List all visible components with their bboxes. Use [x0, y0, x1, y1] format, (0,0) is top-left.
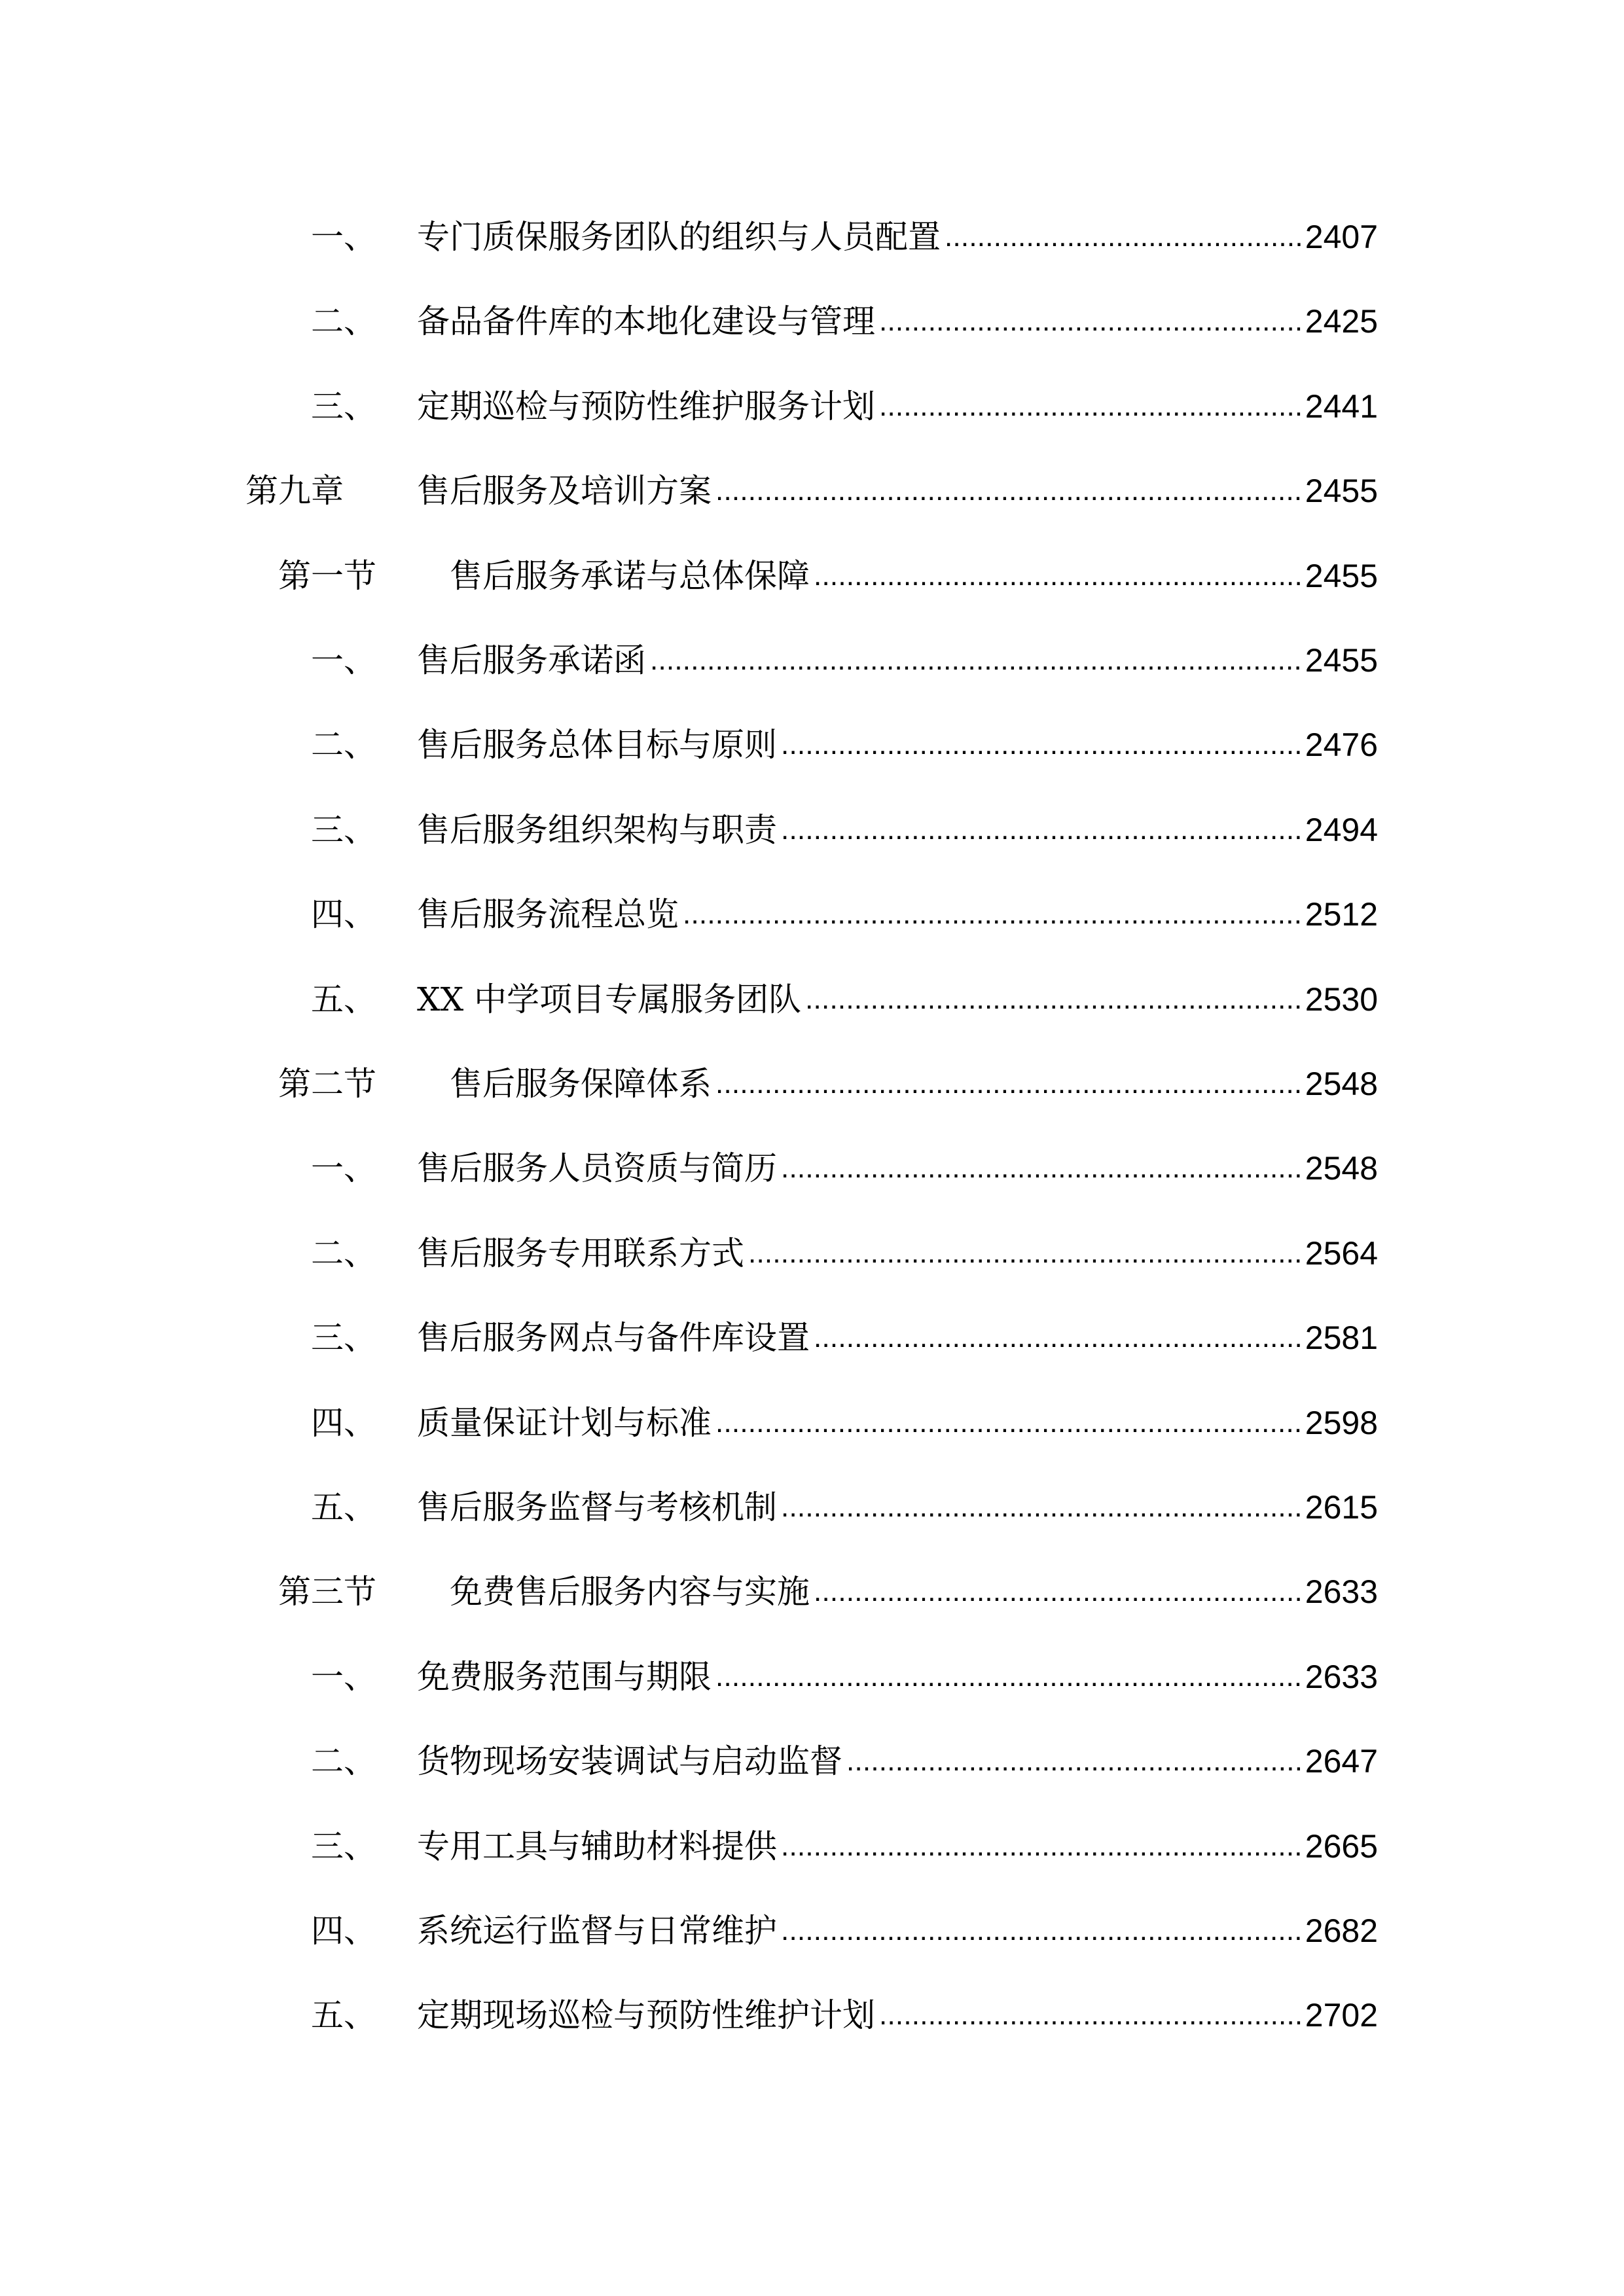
- toc-entry-page-number: 2564: [1305, 1235, 1378, 1272]
- toc-entry-page-number: 2615: [1305, 1489, 1378, 1526]
- toc-dot-leader: [879, 374, 1301, 439]
- toc-entry-number: 一、: [311, 1149, 376, 1187]
- toc-entry-page-number: 2455: [1305, 642, 1378, 679]
- toc-entry-item[interactable]: [311, 204, 1378, 270]
- toc-dot-leader: [683, 882, 1301, 947]
- toc-entry-item[interactable]: [311, 1814, 1378, 1879]
- toc-dot-leader: [715, 458, 1301, 524]
- toc-entry-page-number: 2548: [1305, 1066, 1378, 1102]
- toc-entry-item[interactable]: [311, 1221, 1378, 1286]
- toc-entry-page-number: 2425: [1305, 303, 1378, 340]
- toc-entry-item[interactable]: [311, 882, 1378, 947]
- toc-dot-leader: [781, 1898, 1301, 1964]
- toc-entry-item[interactable]: [311, 1729, 1378, 1794]
- toc-entry-number: 一、: [311, 218, 376, 256]
- toc-entry-item[interactable]: [311, 1305, 1378, 1371]
- toc-entry-title: 质量保证计划与标准: [417, 1404, 712, 1442]
- toc-entry-title: 系统运行监督与日常维护: [417, 1912, 777, 1950]
- toc-entry-number: 二、: [311, 1234, 376, 1272]
- toc-entry-number: 二、: [311, 302, 376, 340]
- toc-entry-page-number: 2530: [1305, 981, 1378, 1018]
- toc-entry-page-number: 2441: [1305, 388, 1378, 425]
- toc-dot-leader: [748, 1221, 1301, 1286]
- toc-entry-number: 四、: [311, 895, 376, 933]
- toc-entry-item[interactable]: [311, 374, 1378, 439]
- toc-entry-item[interactable]: [311, 289, 1378, 354]
- toc-entry-item[interactable]: [311, 1390, 1378, 1456]
- toc-dot-leader: [781, 1136, 1301, 1201]
- toc-entry-number: 一、: [311, 1658, 376, 1696]
- toc-entry-title: 售后服务组织架构与职责: [417, 811, 777, 849]
- toc-entry-number: 三、: [311, 1319, 376, 1357]
- toc-entry-item[interactable]: [311, 1136, 1378, 1201]
- toc-entry-number: 三、: [311, 387, 376, 425]
- toc-entry-number: 第一节: [278, 557, 376, 595]
- toc-entry-page-number: 2455: [1305, 558, 1378, 594]
- toc-dot-leader: [879, 1982, 1301, 2048]
- toc-entry-page-number: 2512: [1305, 896, 1378, 933]
- toc-dot-leader: [846, 1729, 1301, 1794]
- toc-entry-title: 定期现场巡检与预防性维护计划: [417, 1996, 875, 2034]
- toc-entry-title: 定期巡检与预防性维护服务计划: [417, 387, 875, 425]
- toc-entry-title: 售后服务总体目标与原则: [417, 726, 777, 764]
- toc-entry-page-number: 2633: [1305, 1659, 1378, 1695]
- toc-entry-item[interactable]: [311, 1644, 1378, 1710]
- toc-entry-item[interactable]: [311, 1475, 1378, 1540]
- toc-entry-number: 四、: [311, 1404, 376, 1442]
- toc-entry-item[interactable]: [311, 967, 1378, 1032]
- toc-dot-leader: [650, 628, 1301, 693]
- toc-entry-number: 二、: [311, 726, 376, 764]
- toc-dot-leader: [781, 712, 1301, 778]
- toc-dot-leader: [814, 543, 1301, 609]
- toc-entry-item[interactable]: [311, 628, 1378, 693]
- toc-entry-page-number: 2407: [1305, 219, 1378, 255]
- toc-dot-leader: [945, 204, 1301, 270]
- toc-entry-chapter[interactable]: [245, 458, 1378, 524]
- toc-entry-title: 免费服务范围与期限: [417, 1658, 712, 1696]
- toc-dot-leader: [715, 1051, 1301, 1117]
- toc-dot-leader: [879, 289, 1301, 354]
- toc-entry-title: 货物现场安装调试与启动监督: [417, 1742, 842, 1780]
- toc-dot-leader: [781, 797, 1301, 863]
- toc-entry-title: 售后服务网点与备件库设置: [417, 1319, 810, 1357]
- toc-entry-title: 售后服务监督与考核机制: [417, 1488, 777, 1526]
- toc-entry-number: 四、: [311, 1912, 376, 1950]
- toc-entry-title: 免费售后服务内容与实施: [450, 1573, 810, 1611]
- toc-entry-number: 五、: [311, 1488, 376, 1526]
- toc-entry-title: 售后服务承诺函: [417, 641, 646, 679]
- toc-entry-page-number: 2494: [1305, 812, 1378, 848]
- toc-entry-page-number: 2548: [1305, 1150, 1378, 1187]
- toc-entry-page-number: 2581: [1305, 1319, 1378, 1356]
- toc-entry-number: 三、: [311, 811, 376, 849]
- toc-dot-leader: [715, 1644, 1301, 1710]
- toc-entry-number: 第二节: [278, 1065, 376, 1103]
- toc-entry-section[interactable]: [278, 543, 1378, 609]
- toc-entry-title: 售后服务流程总览: [417, 895, 679, 933]
- toc-dot-leader: [805, 967, 1301, 1032]
- toc-entry-number: 一、: [311, 641, 376, 679]
- toc-entry-number: 第九章: [245, 472, 344, 510]
- toc-entry-number: 五、: [311, 1996, 376, 2034]
- toc-entry-item[interactable]: [311, 1982, 1378, 2048]
- toc-entry-title: 专用工具与辅助材料提供: [417, 1827, 777, 1865]
- toc-entry-page-number: 2476: [1305, 726, 1378, 763]
- toc-dot-leader: [781, 1814, 1301, 1879]
- toc-entry-page-number: 2647: [1305, 1743, 1378, 1780]
- toc-entry-number: 二、: [311, 1742, 376, 1780]
- toc-entry-section[interactable]: [278, 1051, 1378, 1117]
- toc-entry-number: 五、: [311, 980, 376, 1018]
- toc-entry-page-number: 2455: [1305, 473, 1378, 509]
- toc-entry-item[interactable]: [311, 797, 1378, 863]
- toc-entry-page-number: 2633: [1305, 1573, 1378, 1610]
- toc-entry-title: 售后服务承诺与总体保障: [450, 557, 810, 595]
- toc-entry-item[interactable]: [311, 712, 1378, 778]
- toc-entry-title: 售后服务保障体系: [450, 1065, 712, 1103]
- toc-entry-title: 售后服务人员资质与简历: [417, 1149, 777, 1187]
- toc-entry-title: 售后服务专用联系方式: [417, 1234, 744, 1272]
- toc-entry-title: 售后服务及培训方案: [417, 472, 712, 510]
- toc-entry-page-number: 2598: [1305, 1405, 1378, 1441]
- toc-entry-page-number: 2665: [1305, 1828, 1378, 1865]
- toc-entry-number: 第三节: [278, 1573, 376, 1611]
- toc-dot-leader: [715, 1390, 1301, 1456]
- toc-entry-title: 备品备件库的本地化建设与管理: [417, 302, 875, 340]
- toc-entry-page-number: 2702: [1305, 1997, 1378, 2034]
- toc-entry-title: 专门质保服务团队的组织与人员配置: [417, 218, 941, 256]
- toc-entry-title: XX 中学项目专属服务团队: [417, 980, 802, 1018]
- toc-dot-leader: [781, 1475, 1301, 1540]
- toc-dot-leader: [814, 1305, 1301, 1371]
- toc-entry-item[interactable]: [311, 1898, 1378, 1964]
- toc-dot-leader: [814, 1559, 1301, 1624]
- toc-entry-number: 三、: [311, 1827, 376, 1865]
- toc-entry-section[interactable]: [278, 1559, 1378, 1624]
- toc-entry-page-number: 2682: [1305, 1912, 1378, 1949]
